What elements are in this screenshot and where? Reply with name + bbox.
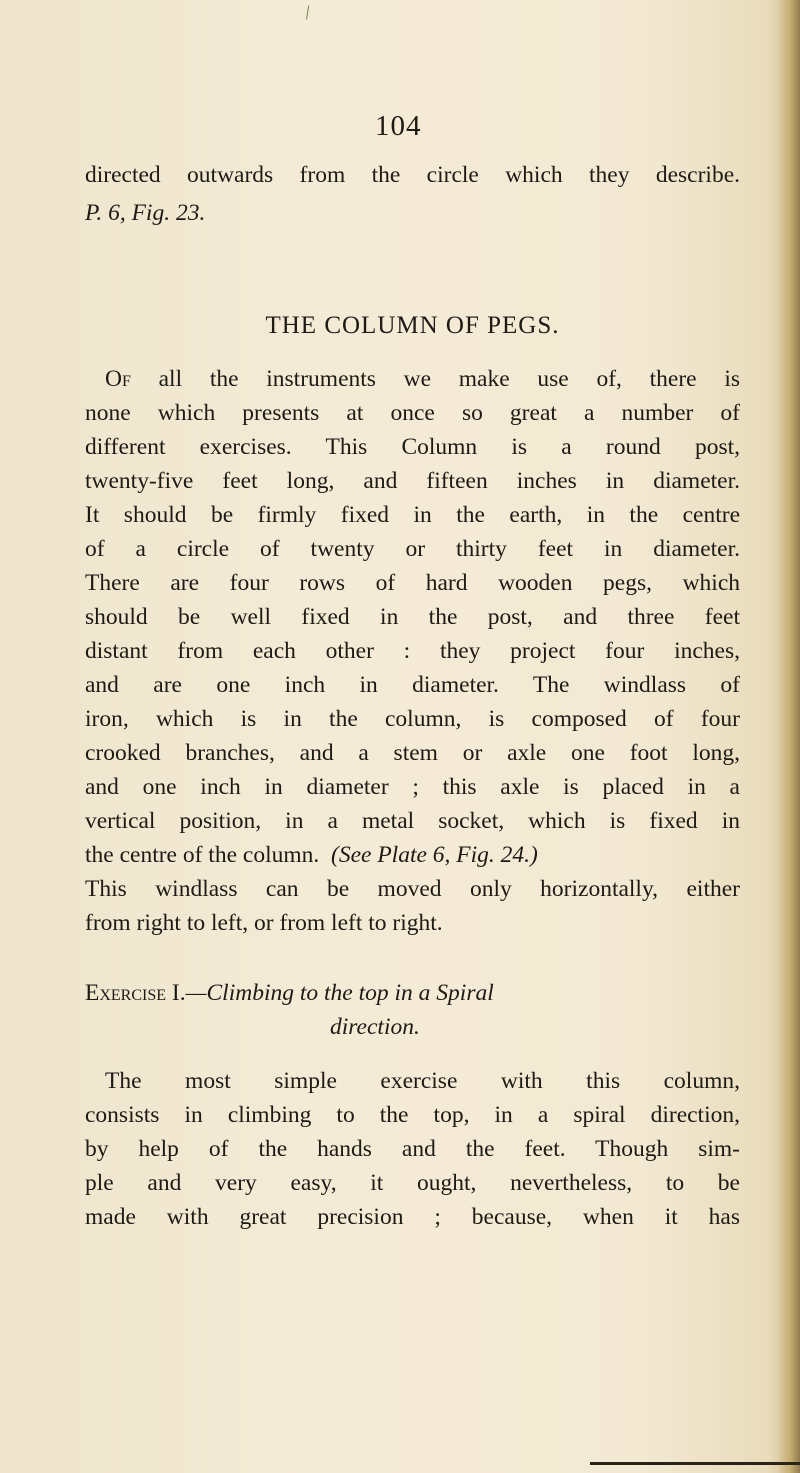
text-line: iron, which is in the column, is composed of four bbox=[85, 706, 740, 732]
text-line: from right to left, or from left to right. bbox=[85, 910, 443, 936]
text-line: vertical position, in a metal socket, which is fixed in bbox=[85, 808, 740, 834]
text-line: There are four rows of hard wooden pegs, which bbox=[85, 570, 740, 596]
text-line bbox=[85, 364, 740, 394]
text-line: should be well fixed in the post, and three feet bbox=[85, 604, 740, 630]
text-line: ple and very easy, it ought, nevertheless, to be bbox=[85, 1170, 740, 1196]
text-line: none which presents at once so great a number of bbox=[85, 400, 740, 426]
exercise-title-cont: direction. bbox=[330, 1014, 420, 1040]
pencil-mark: / bbox=[303, 1, 313, 25]
exercise-label: Exercise I. bbox=[85, 980, 186, 1006]
exercise-heading bbox=[85, 978, 740, 1008]
text-line: This windlass can be moved only horizontally, either bbox=[85, 876, 740, 902]
exercise-title: —Climbing to the top in a Spiral bbox=[185, 980, 494, 1006]
text-line: of a circle of twenty or thirty feet in diameter. bbox=[85, 536, 740, 562]
bottom-rule bbox=[590, 1462, 800, 1465]
text-line: consists in climbing to the top, in a spiral direction, bbox=[85, 1102, 740, 1128]
section-title: THE COLUMN OF PEGS. bbox=[265, 312, 560, 339]
drop-word: Of bbox=[105, 366, 131, 392]
page-number: 104 bbox=[375, 110, 422, 142]
text-line: P. 6, Fig. 23. bbox=[85, 200, 206, 226]
text-line: different exercises. This Column is a round post, bbox=[85, 434, 740, 460]
text-line bbox=[85, 840, 740, 870]
page-edge-shadow bbox=[778, 0, 800, 1473]
text-line: crooked branches, and a stem or axle one foot long, bbox=[85, 740, 740, 766]
text-line: made with great precision ; because, when it has bbox=[85, 1204, 740, 1230]
text-line: and are one inch in diameter. The windlass of bbox=[85, 672, 740, 698]
text-line: twenty-five feet long, and fifteen inches in diameter. bbox=[85, 468, 740, 494]
text-line: by help of the hands and the feet. Though sim- bbox=[85, 1136, 740, 1162]
text-line: distant from each other : they project four inches, bbox=[85, 638, 740, 664]
text-line-rest: all the instruments we make use of, there is bbox=[158, 366, 740, 392]
text-line: directed outwards from the circle which they describe. bbox=[85, 162, 740, 188]
text-line: The most simple exercise with this column, bbox=[105, 1068, 740, 1094]
text-line: It should be firmly fixed in the earth, in the centre bbox=[85, 502, 740, 528]
text-line-rest: the centre of the column. bbox=[85, 842, 320, 868]
text-line: and one inch in diameter ; this axle is placed in a bbox=[85, 774, 740, 800]
plate-reference: (See Plate 6, Fig. 24.) bbox=[331, 842, 538, 868]
